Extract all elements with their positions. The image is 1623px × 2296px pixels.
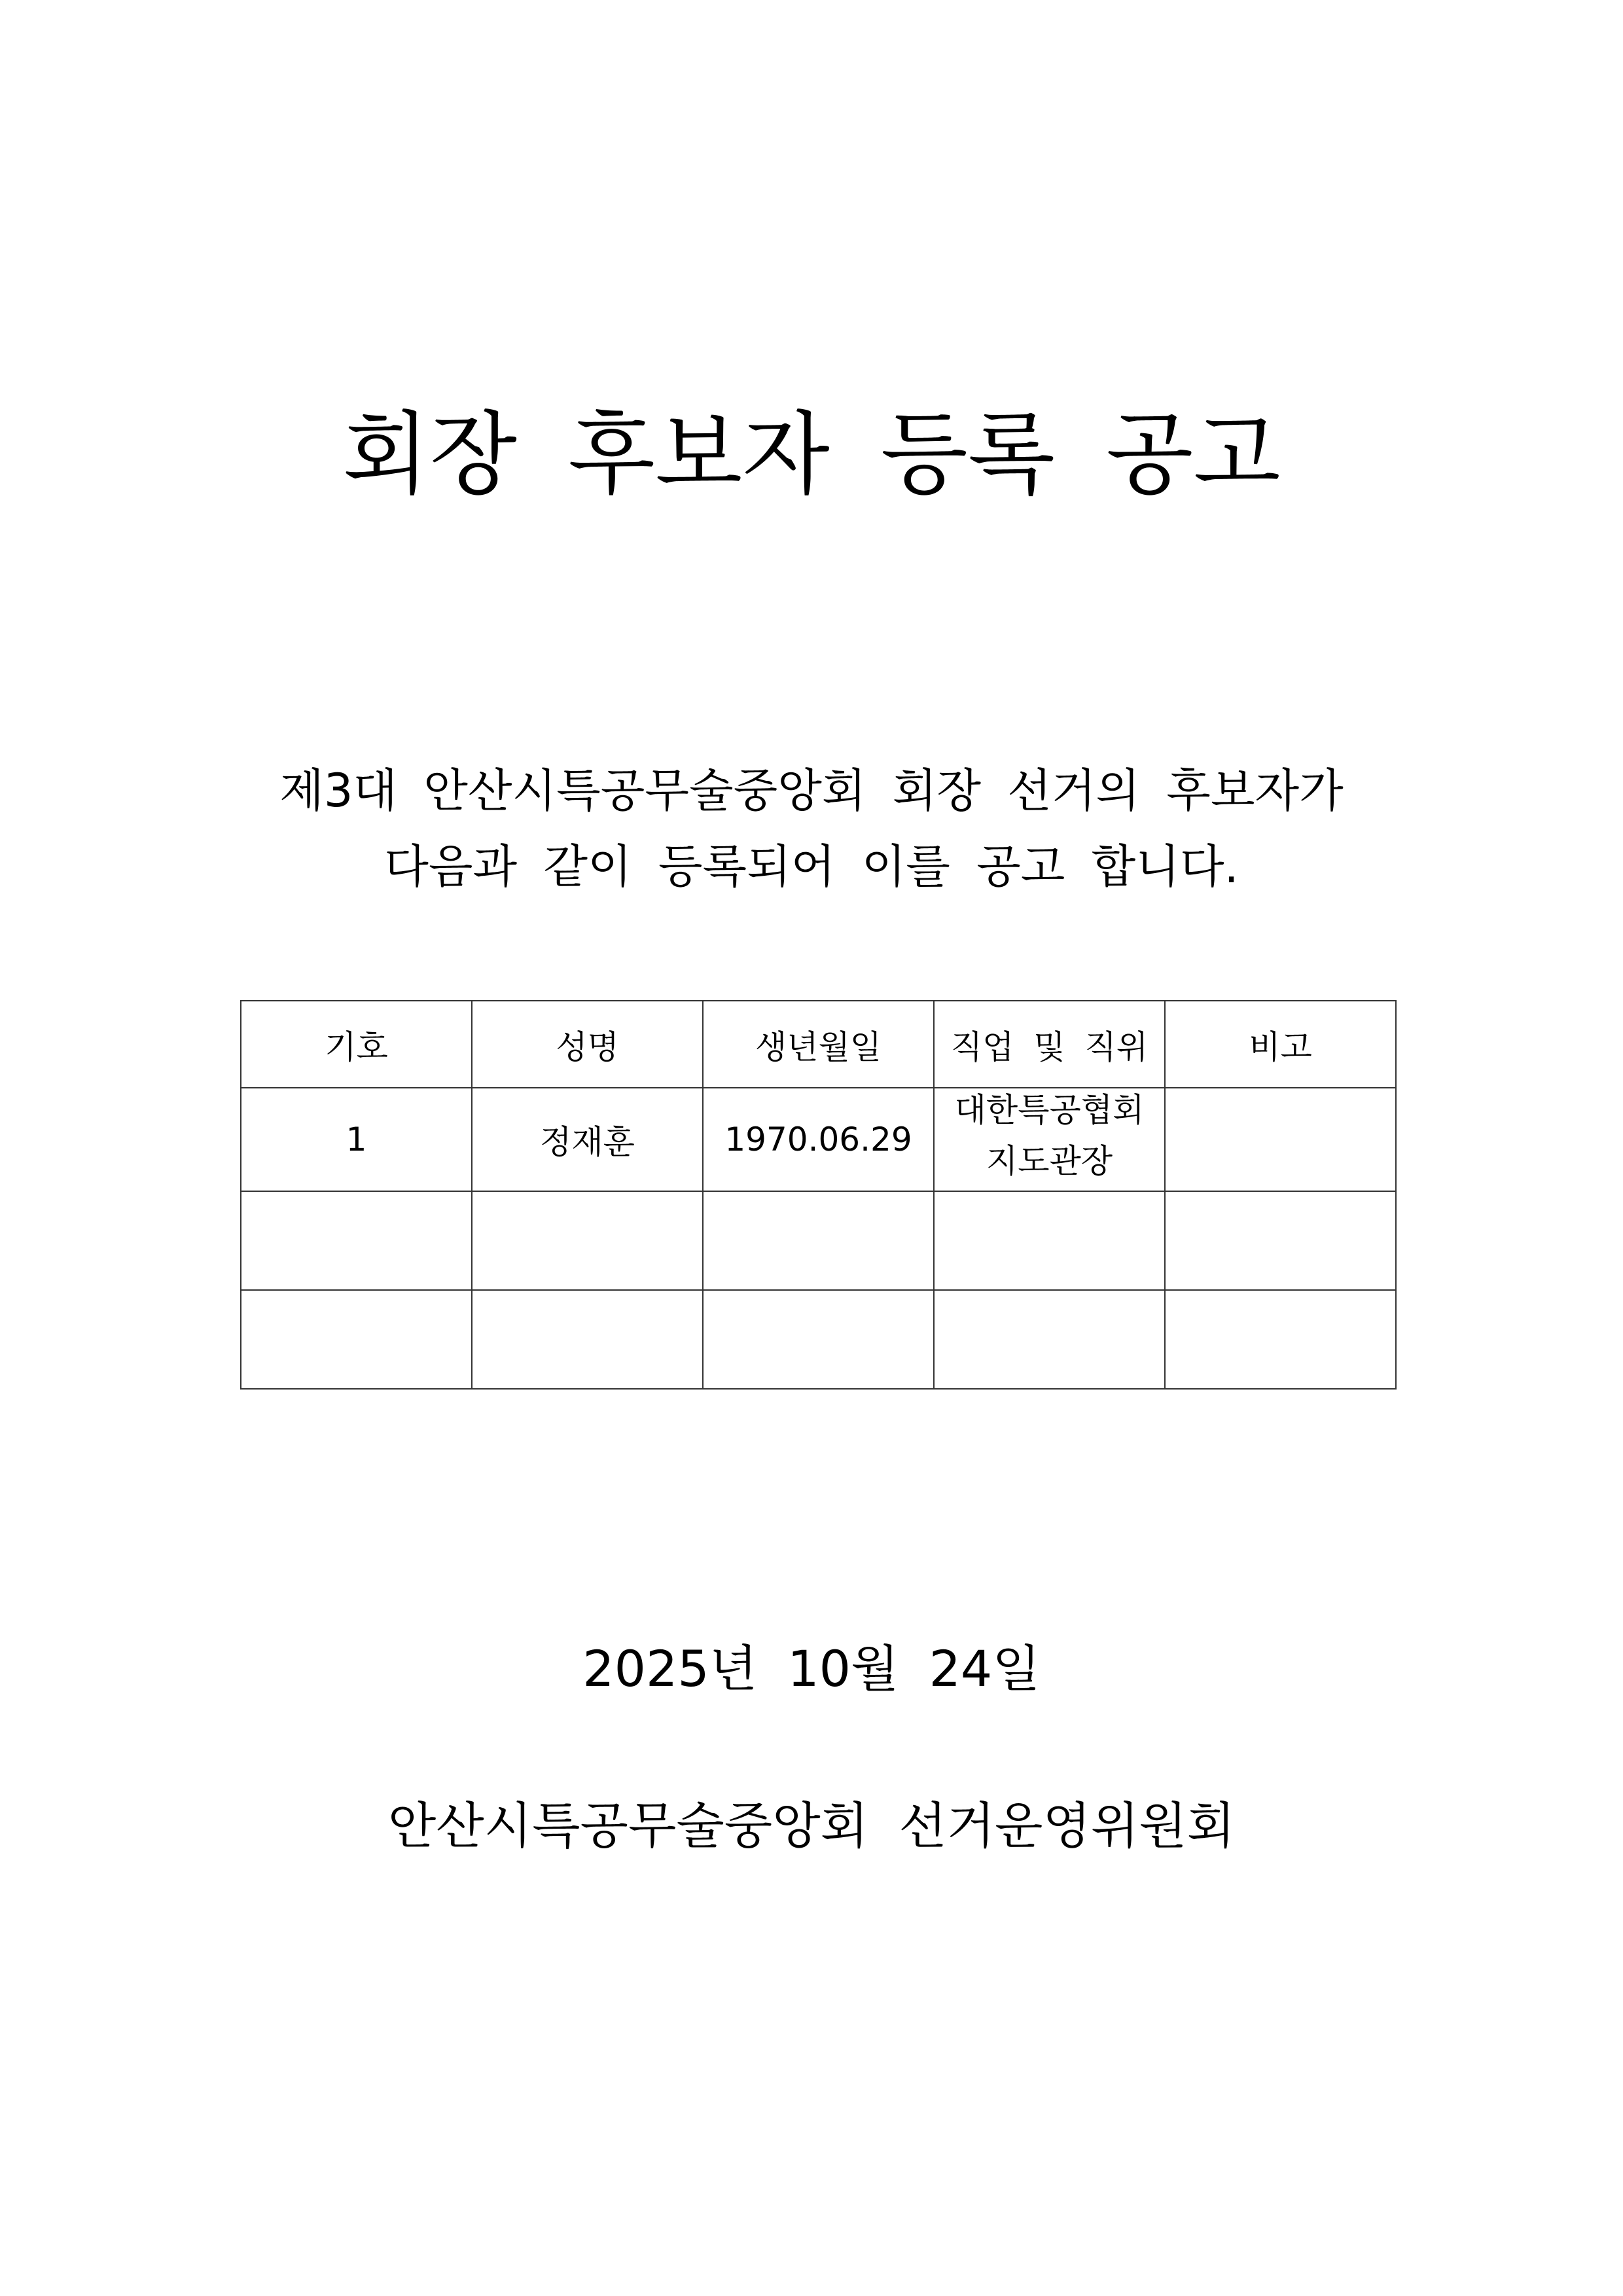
cell-number: 1 bbox=[241, 1088, 472, 1191]
cell-occupation bbox=[934, 1290, 1165, 1389]
cell-remarks bbox=[1165, 1088, 1396, 1191]
header-occupation: 직업 및 직위 bbox=[934, 1001, 1165, 1088]
cell-birth-date bbox=[703, 1191, 934, 1290]
header-birth-date: 생년월일 bbox=[703, 1001, 934, 1088]
table-row bbox=[241, 1191, 1396, 1290]
issuer-name: 안산시특공무술중앙회 선거운영위원회 bbox=[387, 1797, 1236, 1855]
cell-number bbox=[241, 1290, 472, 1389]
cell-remarks bbox=[1165, 1290, 1396, 1389]
page-title: 회장 후보자 등록 공고 bbox=[342, 402, 1281, 507]
table-row bbox=[241, 1088, 1396, 1191]
occupation-line-2: 지도관장 bbox=[986, 1142, 1113, 1180]
cell-occupation bbox=[934, 1088, 1165, 1191]
candidate-table bbox=[240, 1000, 1397, 1390]
cell-birth-date bbox=[703, 1290, 934, 1389]
occupation-line-1: 대한특공협회 bbox=[954, 1091, 1145, 1129]
announcement-date: 2025년 10월 24일 bbox=[582, 1640, 1041, 1698]
cell-remarks bbox=[1165, 1191, 1396, 1290]
cell-number bbox=[241, 1191, 472, 1290]
cell-name: 정재훈 bbox=[472, 1088, 703, 1191]
intro-text bbox=[0, 753, 1623, 905]
header-number: 기호 bbox=[241, 1001, 472, 1088]
header-remarks: 비고 bbox=[1165, 1001, 1396, 1088]
intro-line-2: 다음과 같이 등록되어 이를 공고 합니다. bbox=[384, 840, 1239, 893]
table-header-row bbox=[241, 1001, 1396, 1088]
cell-name bbox=[472, 1290, 703, 1389]
header-name: 성명 bbox=[472, 1001, 703, 1088]
cell-name bbox=[472, 1191, 703, 1290]
table-row bbox=[241, 1290, 1396, 1389]
cell-birth-date: 1970.06.29 bbox=[703, 1088, 934, 1191]
intro-line-1: 제3대 안산시특공무술중앙회 회장 선거의 후보자가 bbox=[279, 764, 1344, 817]
cell-occupation bbox=[934, 1191, 1165, 1290]
